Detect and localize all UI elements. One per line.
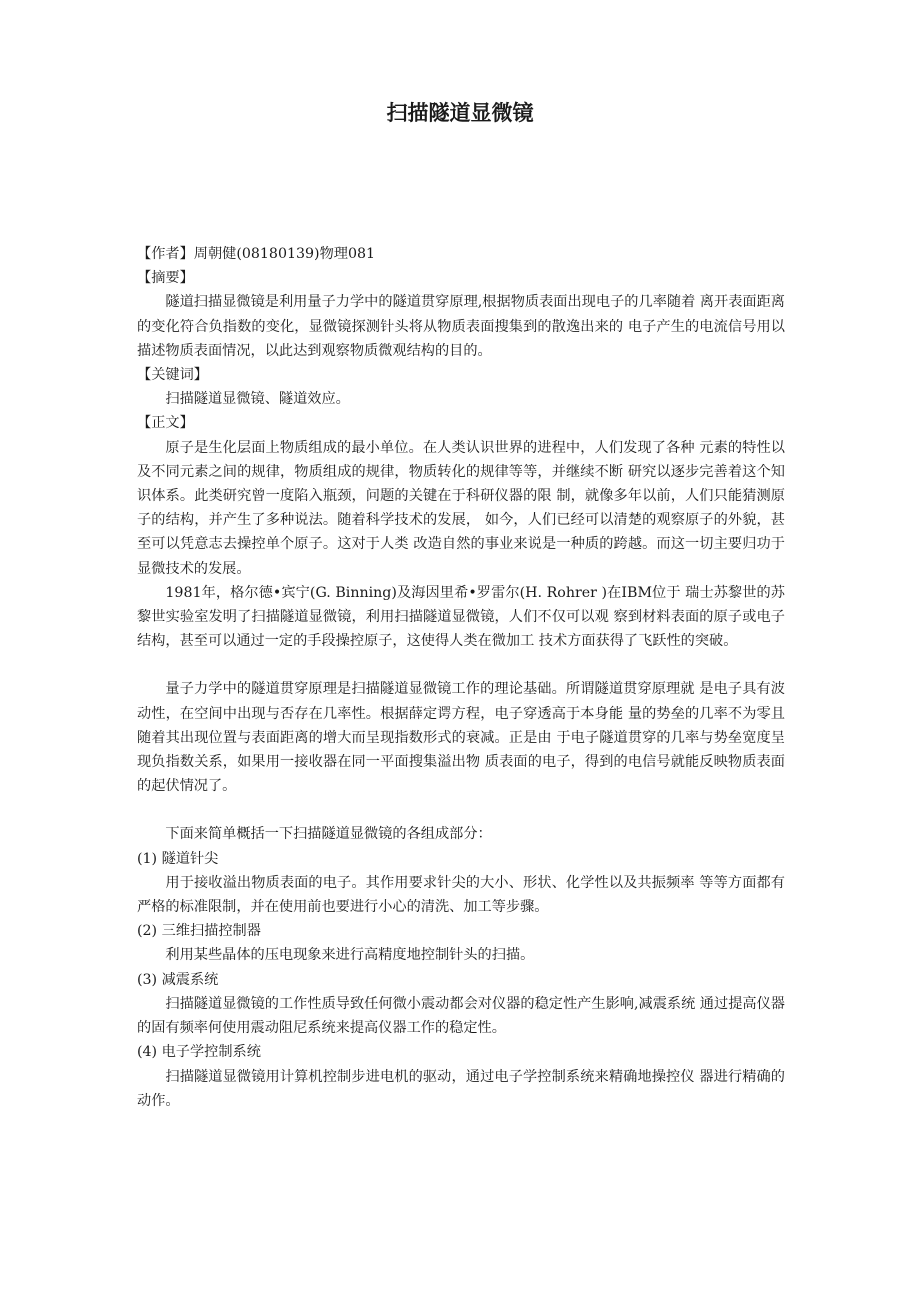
document-body [137, 242, 785, 1113]
body-label: 【正文】 [137, 415, 194, 432]
component-text: 扫描隧道显微镜的工作性质导致任何微小震动都会对仪器的稳定性产生影响,减震系统 通过提高仪器的固有频率何使用震动阻尼系统来提高仪器工作的稳定性。 [137, 995, 785, 1037]
component-heading: (3) 减震系统 [137, 971, 219, 988]
component-text: 扫描隧道显微镜用计算机控制步进电机的驱动，通过电子学控制系统来精确地操控仪 器进行精确的动作。 [137, 1068, 785, 1109]
component-heading: (2) 三维扫描控制器 [137, 923, 261, 940]
component-text: 用于接收溢出物质表面的电子。其作用要求针尖的大小、形状、化学性以及共振频率 等等方面都有严格的标准限制，并在使用前也要进行小心的清洗、加工等步骤。 [137, 874, 785, 916]
abstract-text: 隧道扫描显微镜是利用量子力学中的隧道贯穿原理,根据物质表面出现电子的几率随着 离开表面距离的变化符合负指数的变化，显微镜探测针头将从物质表面搜集到的散逸出来的 电子产生的电流信号用以描述物质表面情况，以此达到观察物质微观结构的目的。 [137, 294, 785, 359]
body-paragraph: 下面来简单概括一下扫描隧道显微镜的各组成部分： [165, 826, 492, 843]
page-title: 扫描隧道显微镜 [386, 101, 534, 125]
paragraph-gap [137, 798, 785, 822]
abstract-label: 【摘要】 [137, 270, 194, 287]
body-paragraph: 原子是生化层面上物质组成的最小单位。在人类认识世界的进程中，人们发现了各种 元素的特性以及不同元素之间的规律，物质组成的规律，物质转化的规律等等，并继续不断 研究以逐步完善着这个知识体系。此类研究曾一度陷入瓶颈，问题的关键在于科研仪器的限 制，就像多年以前，人们只能猜测原子的结构，并产生了多种说法。随着科学技术的发展， 如今，人们已经可以清楚的观察原子的外貌，甚至可以凭意志去操控单个原子。这对于人类 改造自然的事业来说是一种质的跨越。而这一切主要归功于显微技术的发展。 [137, 439, 785, 577]
component-heading: (1) 隧道针尖 [137, 850, 219, 867]
keywords-label: 【关键词】 [137, 367, 208, 384]
keywords-text: 扫描隧道显微镜、隧道效应。 [165, 391, 350, 408]
component-heading: (4) 电子学控制系统 [137, 1044, 261, 1061]
paragraph-gap [137, 653, 785, 677]
body-paragraph: 量子力学中的隧道贯穿原理是扫描隧道显微镜工作的理论基础。所谓隧道贯穿原理就 是电子具有波动性，在空间中出现与否存在几率性。根据薛定谔方程，电子穿透高于本身能 量的势垒的几率不为零且随着其出现位置与表面距离的增大而呈现指数形式的衰减。正是由 于电子隧道贯穿的几率与势垒宽度呈现负指数关系，如果用一接收器在同一平面搜集溢出物 质表面的电子，得到的电信号就能反映物质表面的起伏情况了。 [137, 681, 785, 795]
component-text: 利用某些晶体的压电现象来进行高精度地控制针头的扫描。 [165, 947, 535, 964]
body-paragraph: 1981年，格尔德•宾宁(G. Binning)及海因里希•罗雷尔(H. Rohrer )在IBM位于 瑞士苏黎世的苏黎世实验室发明了扫描隧道显微镜，利用扫描隧道显微镜，人们不仅可以观 察到材料表面的原子或电子结构，甚至可以通过一定的手段操控原子，这使得人类在微加工 技术方面获得了飞跃性的突破。 [137, 584, 785, 650]
author-line: 【作者】周朝健(08180139)物理081 [137, 246, 376, 262]
